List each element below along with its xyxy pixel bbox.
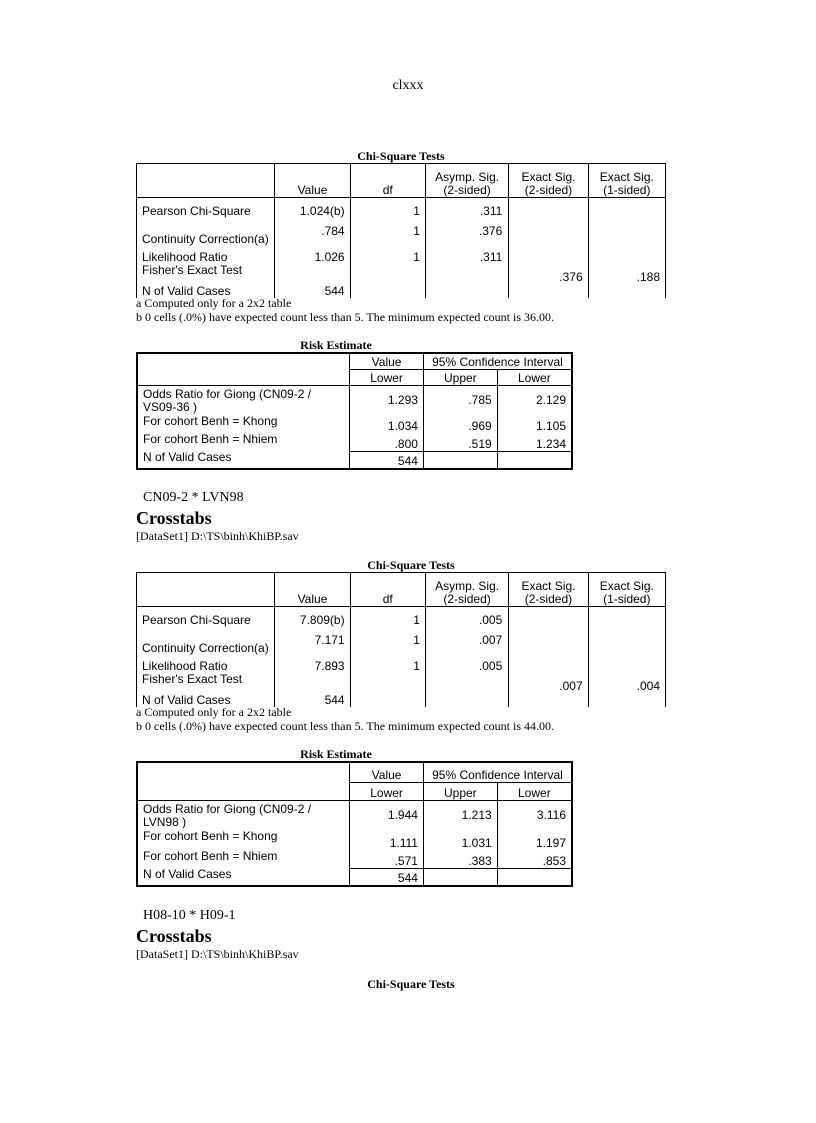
- cell-lower: 3.116: [497, 800, 572, 830]
- sub-header-upper: Upper: [423, 369, 497, 385]
- cell-value: .800: [350, 433, 424, 451]
- table-row: [137, 415, 572, 433]
- cell-value: 544: [275, 284, 350, 298]
- table-row: [137, 830, 572, 850]
- row-label: For cohort Benh = Nhiem: [137, 433, 350, 451]
- col-header-asymp: Asymp. Sig. (2-sided): [425, 573, 508, 607]
- cell-df: [350, 264, 425, 284]
- footnote-b: b 0 cells (.0%) have expected count less than 5. The minimum expected count is 44.00.: [136, 719, 555, 733]
- row-label: Likelihood Ratio: [137, 655, 275, 673]
- cell-lower: 1.197: [497, 830, 572, 850]
- cell-value: 7.893: [275, 655, 350, 673]
- cell-value: 1.293: [350, 385, 424, 415]
- cell-upper: .969: [423, 415, 497, 433]
- cell-exact2: [509, 198, 588, 218]
- dataset-path: [DataSet1] D:\TS\binh\KhiBP.sav: [136, 529, 299, 543]
- cell-exact1: [588, 607, 665, 627]
- footnote-b: b 0 cells (.0%) have expected count less than 5. The minimum expected count is 36.00.: [136, 310, 555, 324]
- cell-upper: 1.213: [423, 800, 497, 830]
- row-label: Fisher's Exact Test: [137, 264, 275, 284]
- chi-square-title: Chi-Square Tests: [367, 558, 455, 572]
- cell-value: 7.809(b): [275, 607, 350, 627]
- row-label: Continuity Correction(a): [137, 218, 275, 246]
- chi-square-title: Chi-Square Tests: [367, 977, 455, 991]
- row-label: For cohort Benh = Nhiem: [137, 850, 350, 868]
- table-row: [137, 850, 572, 868]
- crosstabs-heading: Crosstabs: [136, 508, 212, 528]
- cell-value: .784: [275, 218, 350, 246]
- table-row: [137, 627, 666, 655]
- cell-asymp: .311: [425, 246, 508, 264]
- cell-asymp: .005: [425, 607, 508, 627]
- cell-exact1: [588, 198, 665, 218]
- cell-lower: 1.105: [497, 415, 572, 433]
- footnote-a: a Computed only for a 2x2 table: [136, 705, 292, 719]
- cell-exact1: [588, 693, 665, 707]
- col-header-value: Value: [275, 573, 350, 607]
- cell-upper: [423, 451, 497, 469]
- corner-cell: [137, 353, 350, 385]
- corner-cell: [137, 762, 350, 800]
- chi-square-table: [136, 572, 666, 707]
- table-row: [137, 198, 666, 218]
- cell-df: 1: [350, 655, 425, 673]
- cell-exact2: [509, 246, 588, 264]
- corner-cell: [137, 164, 275, 198]
- row-label: Pearson Chi-Square: [137, 607, 275, 627]
- row-label: Odds Ratio for Giong (CN09-2 / VS09-36 ): [137, 385, 350, 415]
- col-header-asymp: Asymp. Sig. (2-sided): [425, 164, 508, 198]
- cell-exact2: [509, 655, 588, 673]
- cell-asymp: [425, 693, 508, 707]
- col-header-df: df: [350, 164, 425, 198]
- cell-exact1: [588, 627, 665, 655]
- cell-exact2: [509, 627, 588, 655]
- cell-value: [275, 264, 350, 284]
- cell-exact2: [509, 284, 588, 298]
- row-label: For cohort Benh = Khong: [137, 415, 350, 433]
- page-header: clxxx: [392, 78, 424, 93]
- table-row: [137, 433, 572, 451]
- row-label: Continuity Correction(a): [137, 627, 275, 655]
- cell-asymp: [425, 264, 508, 284]
- corner-cell: [137, 573, 275, 607]
- row-label: N of Valid Cases: [137, 868, 350, 886]
- row-label: Pearson Chi-Square: [137, 198, 275, 218]
- cell-df: [350, 693, 425, 707]
- crosstabs-heading: Crosstabs: [136, 926, 212, 946]
- row-label: Odds Ratio for Giong (CN09-2 / LVN98 ): [137, 800, 350, 830]
- cell-upper: [423, 868, 497, 886]
- cell-value: 544: [350, 451, 424, 469]
- cell-asymp: [425, 673, 508, 693]
- chi-square-table: [136, 163, 666, 298]
- cell-df: 1: [350, 627, 425, 655]
- cell-df: 1: [350, 218, 425, 246]
- cell-exact1: .004: [588, 673, 665, 693]
- risk-estimate-title: Risk Estimate: [300, 338, 372, 352]
- cell-lower: [497, 868, 572, 886]
- cell-exact2: [509, 693, 588, 707]
- cell-value: [275, 673, 350, 693]
- risk-estimate-table: [136, 352, 573, 470]
- cell-exact2: [509, 218, 588, 246]
- table-row: [137, 385, 572, 415]
- cell-asymp: .005: [425, 655, 508, 673]
- col-header-exact1: Exact Sig. (1-sided): [588, 573, 665, 607]
- sub-header-lower: Lower: [497, 369, 572, 385]
- sub-header-lower: Lower: [350, 782, 424, 800]
- cell-value: 1.034: [350, 415, 424, 433]
- sub-header-lower: Lower: [350, 369, 424, 385]
- table-row: [137, 451, 572, 469]
- table-row: [137, 655, 666, 673]
- cell-exact2: .007: [509, 673, 588, 693]
- section-label: H08-10 * H09-1: [143, 908, 236, 923]
- cell-value: 1.111: [350, 830, 424, 850]
- cell-value: 7.171: [275, 627, 350, 655]
- cell-asymp: .311: [425, 198, 508, 218]
- col-header-value: Value: [275, 164, 350, 198]
- cell-upper: 1.031: [423, 830, 497, 850]
- cell-asymp: .376: [425, 218, 508, 246]
- table-row: [137, 673, 666, 693]
- col-header-exact2: Exact Sig. (2-sided): [509, 573, 588, 607]
- cell-lower: 2.129: [497, 385, 572, 415]
- col-header-ci: 95% Confidence Interval: [423, 762, 572, 782]
- table-row: [137, 868, 572, 886]
- table-row: [137, 218, 666, 246]
- cell-lower: [497, 451, 572, 469]
- section-label: CN09-2 * LVN98: [143, 490, 244, 505]
- dataset-path: [DataSet1] D:\TS\binh\KhiBP.sav: [136, 947, 299, 961]
- row-label: N of Valid Cases: [137, 284, 275, 298]
- cell-exact1: .188: [588, 264, 665, 284]
- cell-df: 1: [350, 198, 425, 218]
- row-label: N of Valid Cases: [137, 451, 350, 469]
- col-header-ci: 95% Confidence Interval: [423, 353, 572, 369]
- cell-lower: 1.234: [497, 433, 572, 451]
- cell-exact1: [588, 246, 665, 264]
- cell-asymp: [425, 284, 508, 298]
- cell-value: .571: [350, 850, 424, 868]
- cell-df: [350, 284, 425, 298]
- cell-df: [350, 673, 425, 693]
- col-header-exact1: Exact Sig. (1-sided): [588, 164, 665, 198]
- risk-estimate-title: Risk Estimate: [300, 747, 372, 761]
- chi-square-title: Chi-Square Tests: [357, 149, 445, 163]
- cell-value: 1.944: [350, 800, 424, 830]
- cell-exact1: [588, 218, 665, 246]
- cell-exact1: [588, 655, 665, 673]
- sub-header-lower: Lower: [497, 782, 572, 800]
- footnote-a: a Computed only for a 2x2 table: [136, 296, 292, 310]
- cell-exact2: [509, 607, 588, 627]
- table-row: [137, 264, 666, 284]
- table-row: [137, 800, 572, 830]
- risk-estimate-table: [136, 761, 573, 887]
- cell-upper: .383: [423, 850, 497, 868]
- row-label: Fisher's Exact Test: [137, 673, 275, 693]
- table-row: [137, 246, 666, 264]
- row-label: Likelihood Ratio: [137, 246, 275, 264]
- sub-header-upper: Upper: [423, 782, 497, 800]
- cell-upper: .785: [423, 385, 497, 415]
- cell-df: 1: [350, 246, 425, 264]
- cell-value: 544: [275, 693, 350, 707]
- row-label: For cohort Benh = Khong: [137, 830, 350, 850]
- cell-lower: .853: [497, 850, 572, 868]
- col-header-value: Value: [350, 353, 424, 369]
- cell-upper: .519: [423, 433, 497, 451]
- cell-value: 544: [350, 868, 424, 886]
- col-header-exact2: Exact Sig. (2-sided): [509, 164, 588, 198]
- col-header-value: Value: [350, 762, 424, 782]
- cell-value: 1.026: [275, 246, 350, 264]
- cell-exact2: .376: [509, 264, 588, 284]
- row-label: N of Valid Cases: [137, 693, 275, 707]
- cell-value: 1.024(b): [275, 198, 350, 218]
- table-row: [137, 607, 666, 627]
- cell-exact1: [588, 284, 665, 298]
- cell-asymp: .007: [425, 627, 508, 655]
- cell-df: 1: [350, 607, 425, 627]
- col-header-df: df: [350, 573, 425, 607]
